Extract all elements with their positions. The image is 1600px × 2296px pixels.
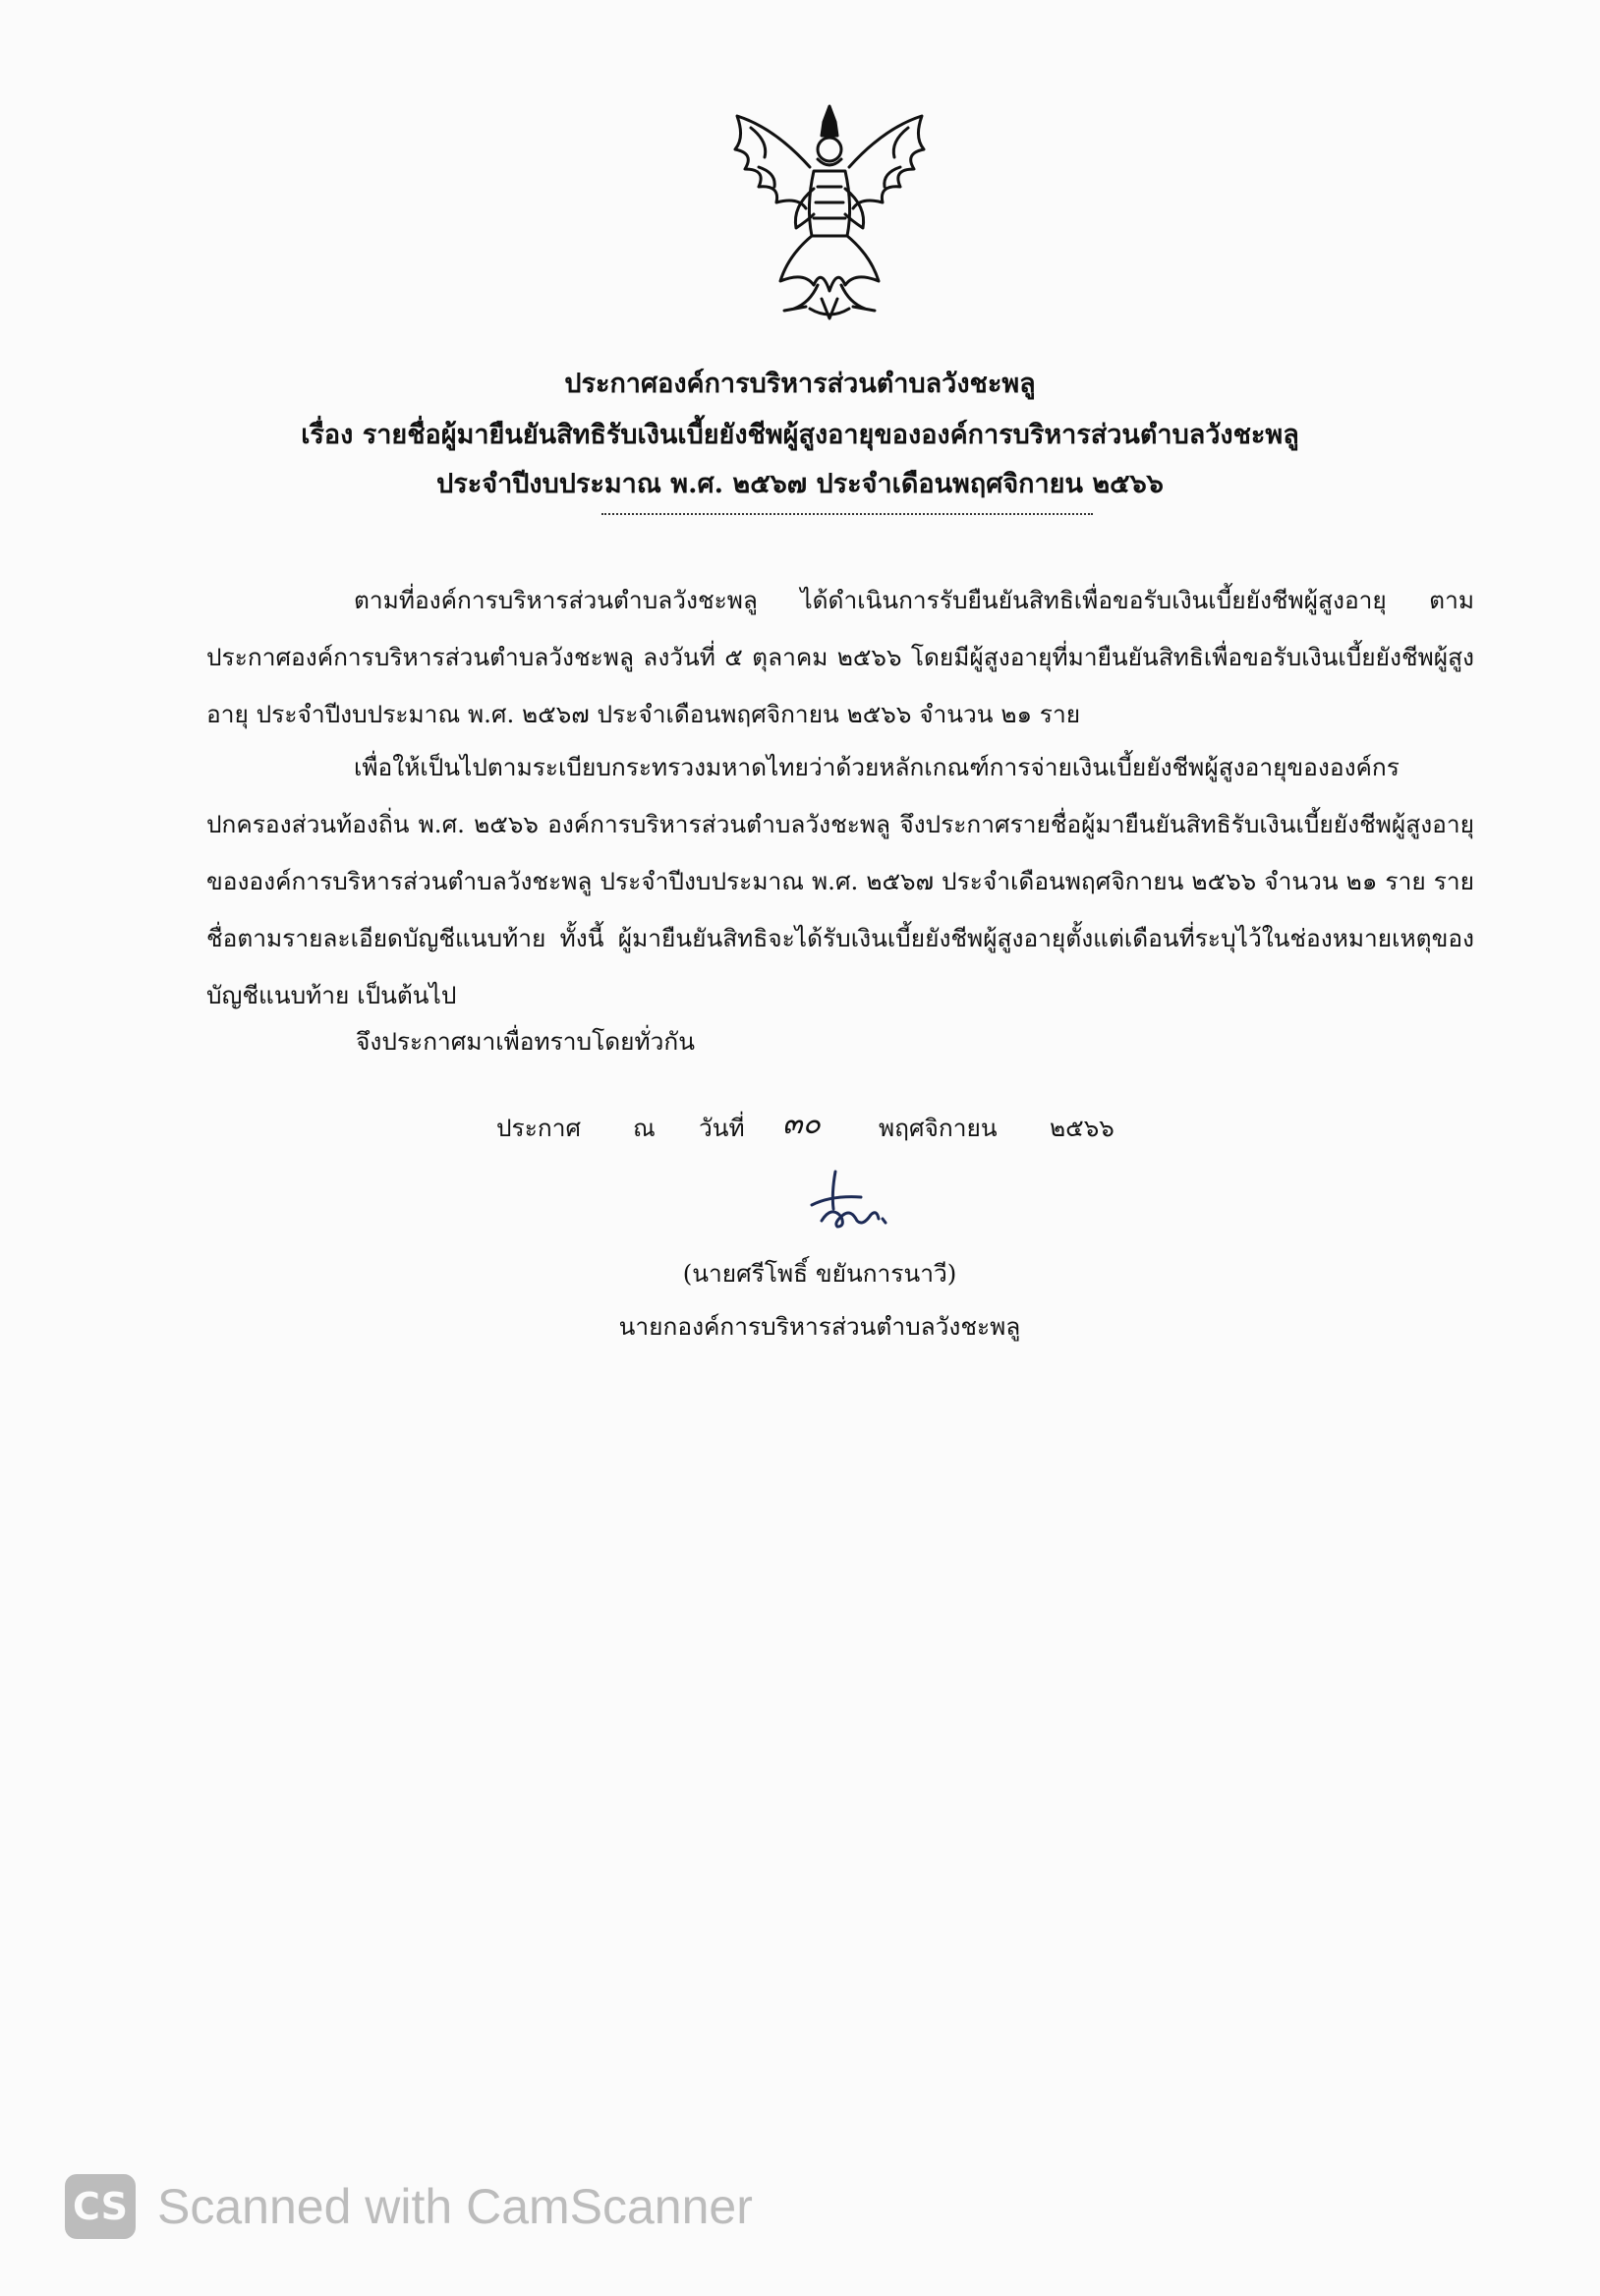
body-paragraph-1: [206, 572, 1474, 743]
signatory-name: (นายศรีโพธิ์ ขยันการนาวี): [682, 1259, 957, 1288]
date-year: ๒๕๖๖: [1050, 1114, 1114, 1142]
camscanner-watermark: [65, 2167, 753, 2246]
body-paragraph-3: จึงประกาศมาเพื่อทราบโดยทั่วกัน: [356, 1027, 696, 1056]
announcement-subject: เรื่อง รายชื่อผู้มายืนยันสิทธิรับเงินเบี้ยยังชีพผู้สูงอายุขององค์การบริหารส่วนตำบลวังชะพลู: [301, 420, 1299, 450]
date-month: พฤศจิกายน: [879, 1114, 998, 1142]
announcement-title: ประกาศองค์การบริหารส่วนตำบลวังชะพลู: [564, 369, 1036, 399]
paragraph-2-text: เพื่อให้เป็นไปตามระเบียบกระทรวงมหาดไทยว่าด้วยหลักเกณฑ์การจ่ายเงินเบี้ยยังชีพผู้สูงอายุขององค์กรปกครองส่วนท้องถิ่น พ.ศ. ๒๕๖๖ องค์การบริหารส่วนตำบลวังชะพลู จึงประกาศรายชื่อผู้มายืนยันสิทธิรับเงินเบี้ยยังชีพผู้สูงอายุขององค์การบริหารส่วนตำบลวังชะพลู ประจำปีงบประมาณ พ.ศ. ๒๕๖๗ ประจำเดือนพฤศจิกายน ๒๕๖๖ จำนวน ๒๑ ราย รายชื่อตามรายละเอียดบัญชีแนบท้าย ทั้งนี้ ผู้มายืนยันสิทธิจะได้รับเงินเบี้ยยังชีพผู้สูงอายุตั้งแต่เดือนที่ระบุไว้ในช่องหมายเหตุของบัญชีแนบท้าย เป็นต้นไป: [206, 753, 1474, 1009]
body-paragraph-2: [206, 739, 1474, 1024]
watermark-text: Scanned with CamScanner: [157, 2179, 753, 2234]
handwritten-signature: [792, 1166, 900, 1244]
camscanner-logo-icon: CS: [65, 2174, 136, 2239]
announcement-period: ประจำปีงบประมาณ พ.ศ. ๒๕๖๗ ประจำเดือนพฤศจิกายน ๒๕๖๖: [436, 469, 1164, 499]
signatory-title: นายกองค์การบริหารส่วนตำบลวังชะพลู: [618, 1312, 1021, 1341]
date-day-handwritten: ๓๐: [782, 1107, 821, 1141]
paragraph-1-text: ตามที่องค์การบริหารส่วนตำบลวังชะพลู ได้ดำเนินการรับยืนยันสิทธิเพื่อขอรับเงินเบี้ยยังชีพผู้สูงอายุ ตามประกาศองค์การบริหารส่วนตำบลวังชะพลู ลงวันที่ ๕ ตุลาคม ๒๕๖๖ โดยมีผู้สูงอายุที่มายืนยันสิทธิเพื่อขอรับเงินเบี้ยยังชีพผู้สูงอายุ ประจำปีงบประมาณ พ.ศ. ๒๕๖๗ ประจำเดือนพฤศจิกายน ๒๕๖๖ จำนวน ๒๑ ราย: [206, 586, 1474, 728]
garuda-emblem-icon: [715, 98, 943, 326]
date-label: ประกาศ: [496, 1114, 582, 1142]
date-day-label: วันที่: [699, 1114, 745, 1142]
date-at: ณ: [633, 1114, 656, 1142]
dotted-divider: [601, 513, 1093, 515]
